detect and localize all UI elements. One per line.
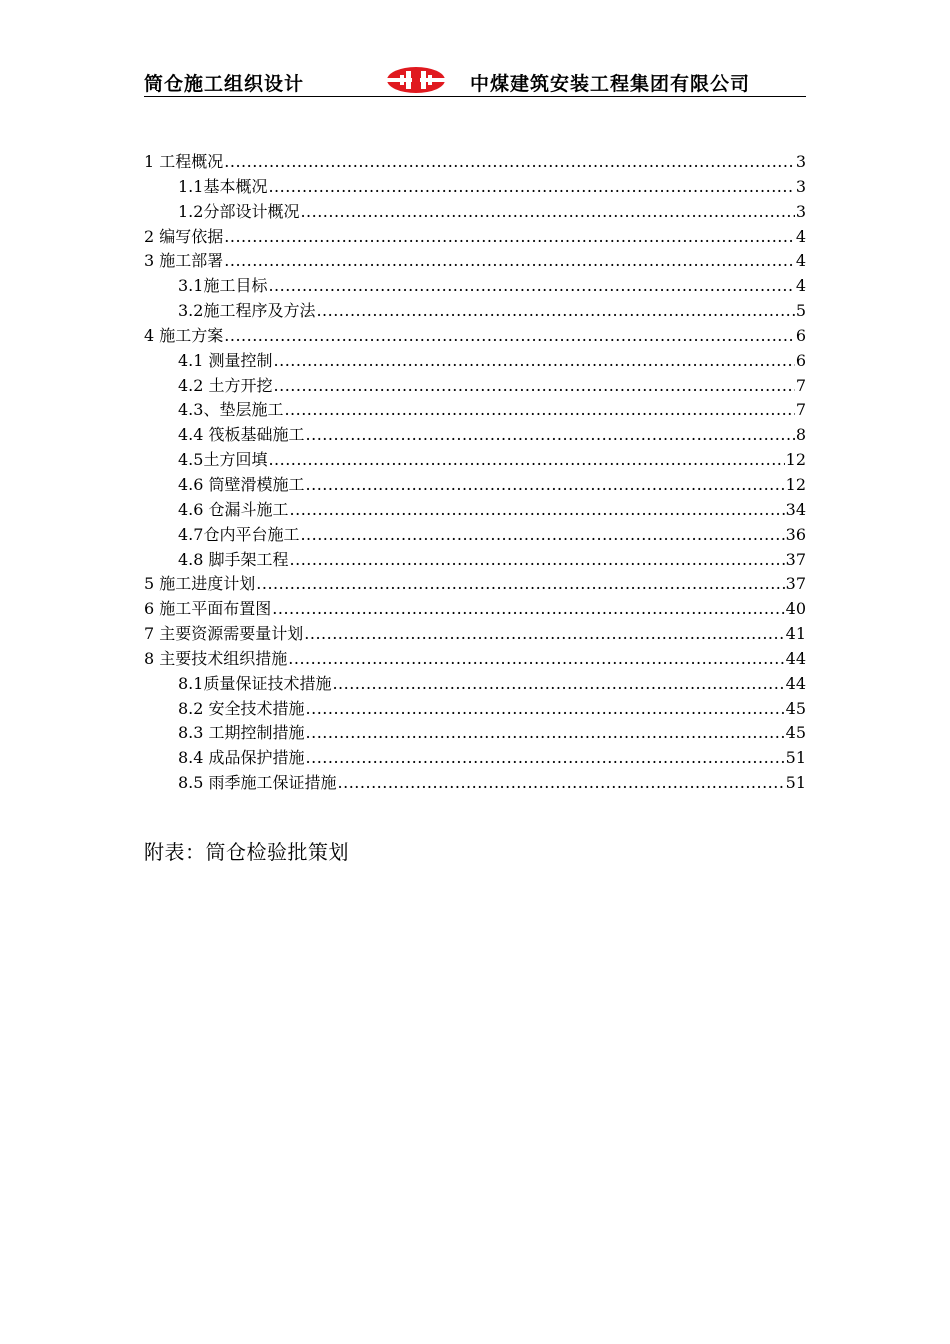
toc-entry[interactable] xyxy=(144,349,806,374)
toc-page-number: 44 xyxy=(785,648,806,668)
toc-entry[interactable] xyxy=(144,498,806,523)
toc-entry[interactable] xyxy=(144,299,806,324)
toc-entry[interactable] xyxy=(144,597,806,622)
toc-dot-leader xyxy=(268,274,794,299)
toc-entry-label: 1.1基本概况 xyxy=(178,176,268,196)
toc-entry[interactable] xyxy=(144,771,806,796)
toc-entry[interactable] xyxy=(144,200,806,225)
toc-page-number: 34 xyxy=(785,499,806,519)
toc-entry-label: 6 施工平面布置图 xyxy=(144,599,272,619)
toc-page-number: 6 xyxy=(795,325,806,345)
toc-page-number: 36 xyxy=(785,524,806,544)
toc-dot-leader xyxy=(224,150,795,175)
toc-page-number: 4 xyxy=(795,226,806,246)
toc-entry[interactable] xyxy=(144,448,806,473)
toc-dot-leader xyxy=(268,448,784,473)
toc-page-number: 7 xyxy=(795,400,806,420)
toc-entry[interactable] xyxy=(144,398,806,423)
toc-entry[interactable] xyxy=(144,647,806,672)
toc-entry[interactable] xyxy=(144,249,806,274)
toc-page-number: 37 xyxy=(785,574,806,594)
toc-entry[interactable] xyxy=(144,374,806,399)
toc-entry-label: 8.3 工期控制措施 xyxy=(178,723,305,743)
toc-page-number: 12 xyxy=(785,450,806,470)
toc-entry-label: 4.5土方回填 xyxy=(178,450,268,470)
toc-entry-label: 1 工程概况 xyxy=(144,152,224,171)
toc-page-number: 5 xyxy=(795,301,806,321)
toc-dot-leader xyxy=(306,721,785,746)
toc-dot-leader xyxy=(316,299,794,324)
toc-entry[interactable] xyxy=(144,473,806,498)
toc-page-number: 3 xyxy=(795,201,806,221)
toc-entry[interactable] xyxy=(144,672,806,697)
toc-dot-leader xyxy=(338,771,785,796)
toc-entry[interactable] xyxy=(144,746,806,771)
toc-dot-leader xyxy=(284,398,794,423)
toc-page-number: 4 xyxy=(795,251,806,271)
toc-entry-label: 4.1 测量控制 xyxy=(178,350,273,370)
toc-entry-label: 8.4 成品保护措施 xyxy=(178,748,305,768)
toc-entry-label: 5 施工进度计划 xyxy=(144,574,256,594)
toc-dot-leader xyxy=(288,647,784,672)
toc-entry-label: 4.2 土方开挖 xyxy=(178,375,273,395)
toc-entry-label: 7 主要资源需要量计划 xyxy=(144,624,304,644)
toc-entry-label: 8 主要技术组织措施 xyxy=(144,648,288,668)
toc-dot-leader xyxy=(224,324,795,349)
toc-entry[interactable] xyxy=(144,274,806,299)
toc-entry-label: 4.8 脚手架工程 xyxy=(178,549,289,569)
toc-dot-leader xyxy=(300,200,794,225)
toc-entry-label: 3.1施工目标 xyxy=(178,276,268,296)
toc-entry-label: 3 施工部署 xyxy=(144,251,224,271)
toc-dot-leader xyxy=(256,572,784,597)
toc-entry-label: 8.2 安全技术措施 xyxy=(178,698,305,718)
toc-page-number: 51 xyxy=(785,773,806,793)
toc-dot-leader xyxy=(332,672,784,697)
toc-entry[interactable] xyxy=(144,721,806,746)
company-logo-icon xyxy=(386,66,446,94)
toc-entry-label: 4.3、垫层施工 xyxy=(178,400,284,420)
toc-dot-leader xyxy=(300,523,784,548)
toc-entry-label: 4.6 仓漏斗施工 xyxy=(178,499,289,519)
toc-entry[interactable] xyxy=(144,324,806,349)
toc-page-number: 7 xyxy=(795,375,806,395)
toc-entry[interactable] xyxy=(144,572,806,597)
company-name: 中煤建筑安装工程集团有限公司 xyxy=(470,73,751,95)
toc-dot-leader xyxy=(290,498,785,523)
toc-page-number: 37 xyxy=(785,549,806,569)
toc-page-number: 4 xyxy=(795,276,806,296)
toc-page-number: 45 xyxy=(785,698,806,718)
toc-entry[interactable] xyxy=(144,150,806,175)
toc-dot-leader xyxy=(306,697,785,722)
toc-page-number: 44 xyxy=(785,673,806,693)
appendix-note: 附表：筒仓检验批策划 xyxy=(144,840,349,864)
toc-entry-label: 8.1质量保证技术措施 xyxy=(178,673,332,693)
toc-entry-label: 3.2施工程序及方法 xyxy=(178,301,316,321)
toc-page-number: 40 xyxy=(785,599,806,619)
toc-dot-leader xyxy=(304,622,784,647)
toc-entry[interactable] xyxy=(144,697,806,722)
document-title: 筒仓施工组织设计 xyxy=(144,73,305,95)
toc-entry-label: 2 编写依据 xyxy=(144,226,224,246)
toc-entry-label: 8.5 雨季施工保证措施 xyxy=(178,773,337,793)
toc-entry[interactable] xyxy=(144,622,806,647)
toc-page-number: 12 xyxy=(785,474,806,494)
toc-page-number: 41 xyxy=(785,624,806,644)
toc-dot-leader xyxy=(306,746,785,771)
toc-entry[interactable] xyxy=(144,175,806,200)
toc-entry-label: 4.6 筒壁滑模施工 xyxy=(178,474,305,494)
toc-entry[interactable] xyxy=(144,423,806,448)
toc-dot-leader xyxy=(274,349,795,374)
toc-page-number: 6 xyxy=(795,350,806,370)
toc-entry-label: 4.4 筏板基础施工 xyxy=(178,425,305,445)
toc-dot-leader xyxy=(306,473,785,498)
toc-dot-leader xyxy=(224,225,795,250)
toc-dot-leader xyxy=(268,175,794,200)
toc-entry[interactable] xyxy=(144,225,806,250)
table-of-contents xyxy=(144,150,806,796)
toc-dot-leader xyxy=(274,374,795,399)
toc-entry-label: 1.2分部设计概况 xyxy=(178,201,300,221)
toc-page-number: 45 xyxy=(785,723,806,743)
toc-entry-label: 4 施工方案 xyxy=(144,325,224,345)
toc-dot-leader xyxy=(290,548,785,573)
toc-dot-leader xyxy=(272,597,784,622)
toc-entry[interactable] xyxy=(144,548,806,573)
toc-page-number: 3 xyxy=(795,176,806,196)
toc-page-number: 3 xyxy=(795,152,806,171)
toc-page-number: 8 xyxy=(795,425,806,445)
toc-entry[interactable] xyxy=(144,523,806,548)
toc-dot-leader xyxy=(306,423,795,448)
toc-entry-label: 4.7仓内平台施工 xyxy=(178,524,300,544)
page-header xyxy=(144,62,806,97)
toc-page-number: 51 xyxy=(785,748,806,768)
toc-dot-leader xyxy=(224,249,795,274)
